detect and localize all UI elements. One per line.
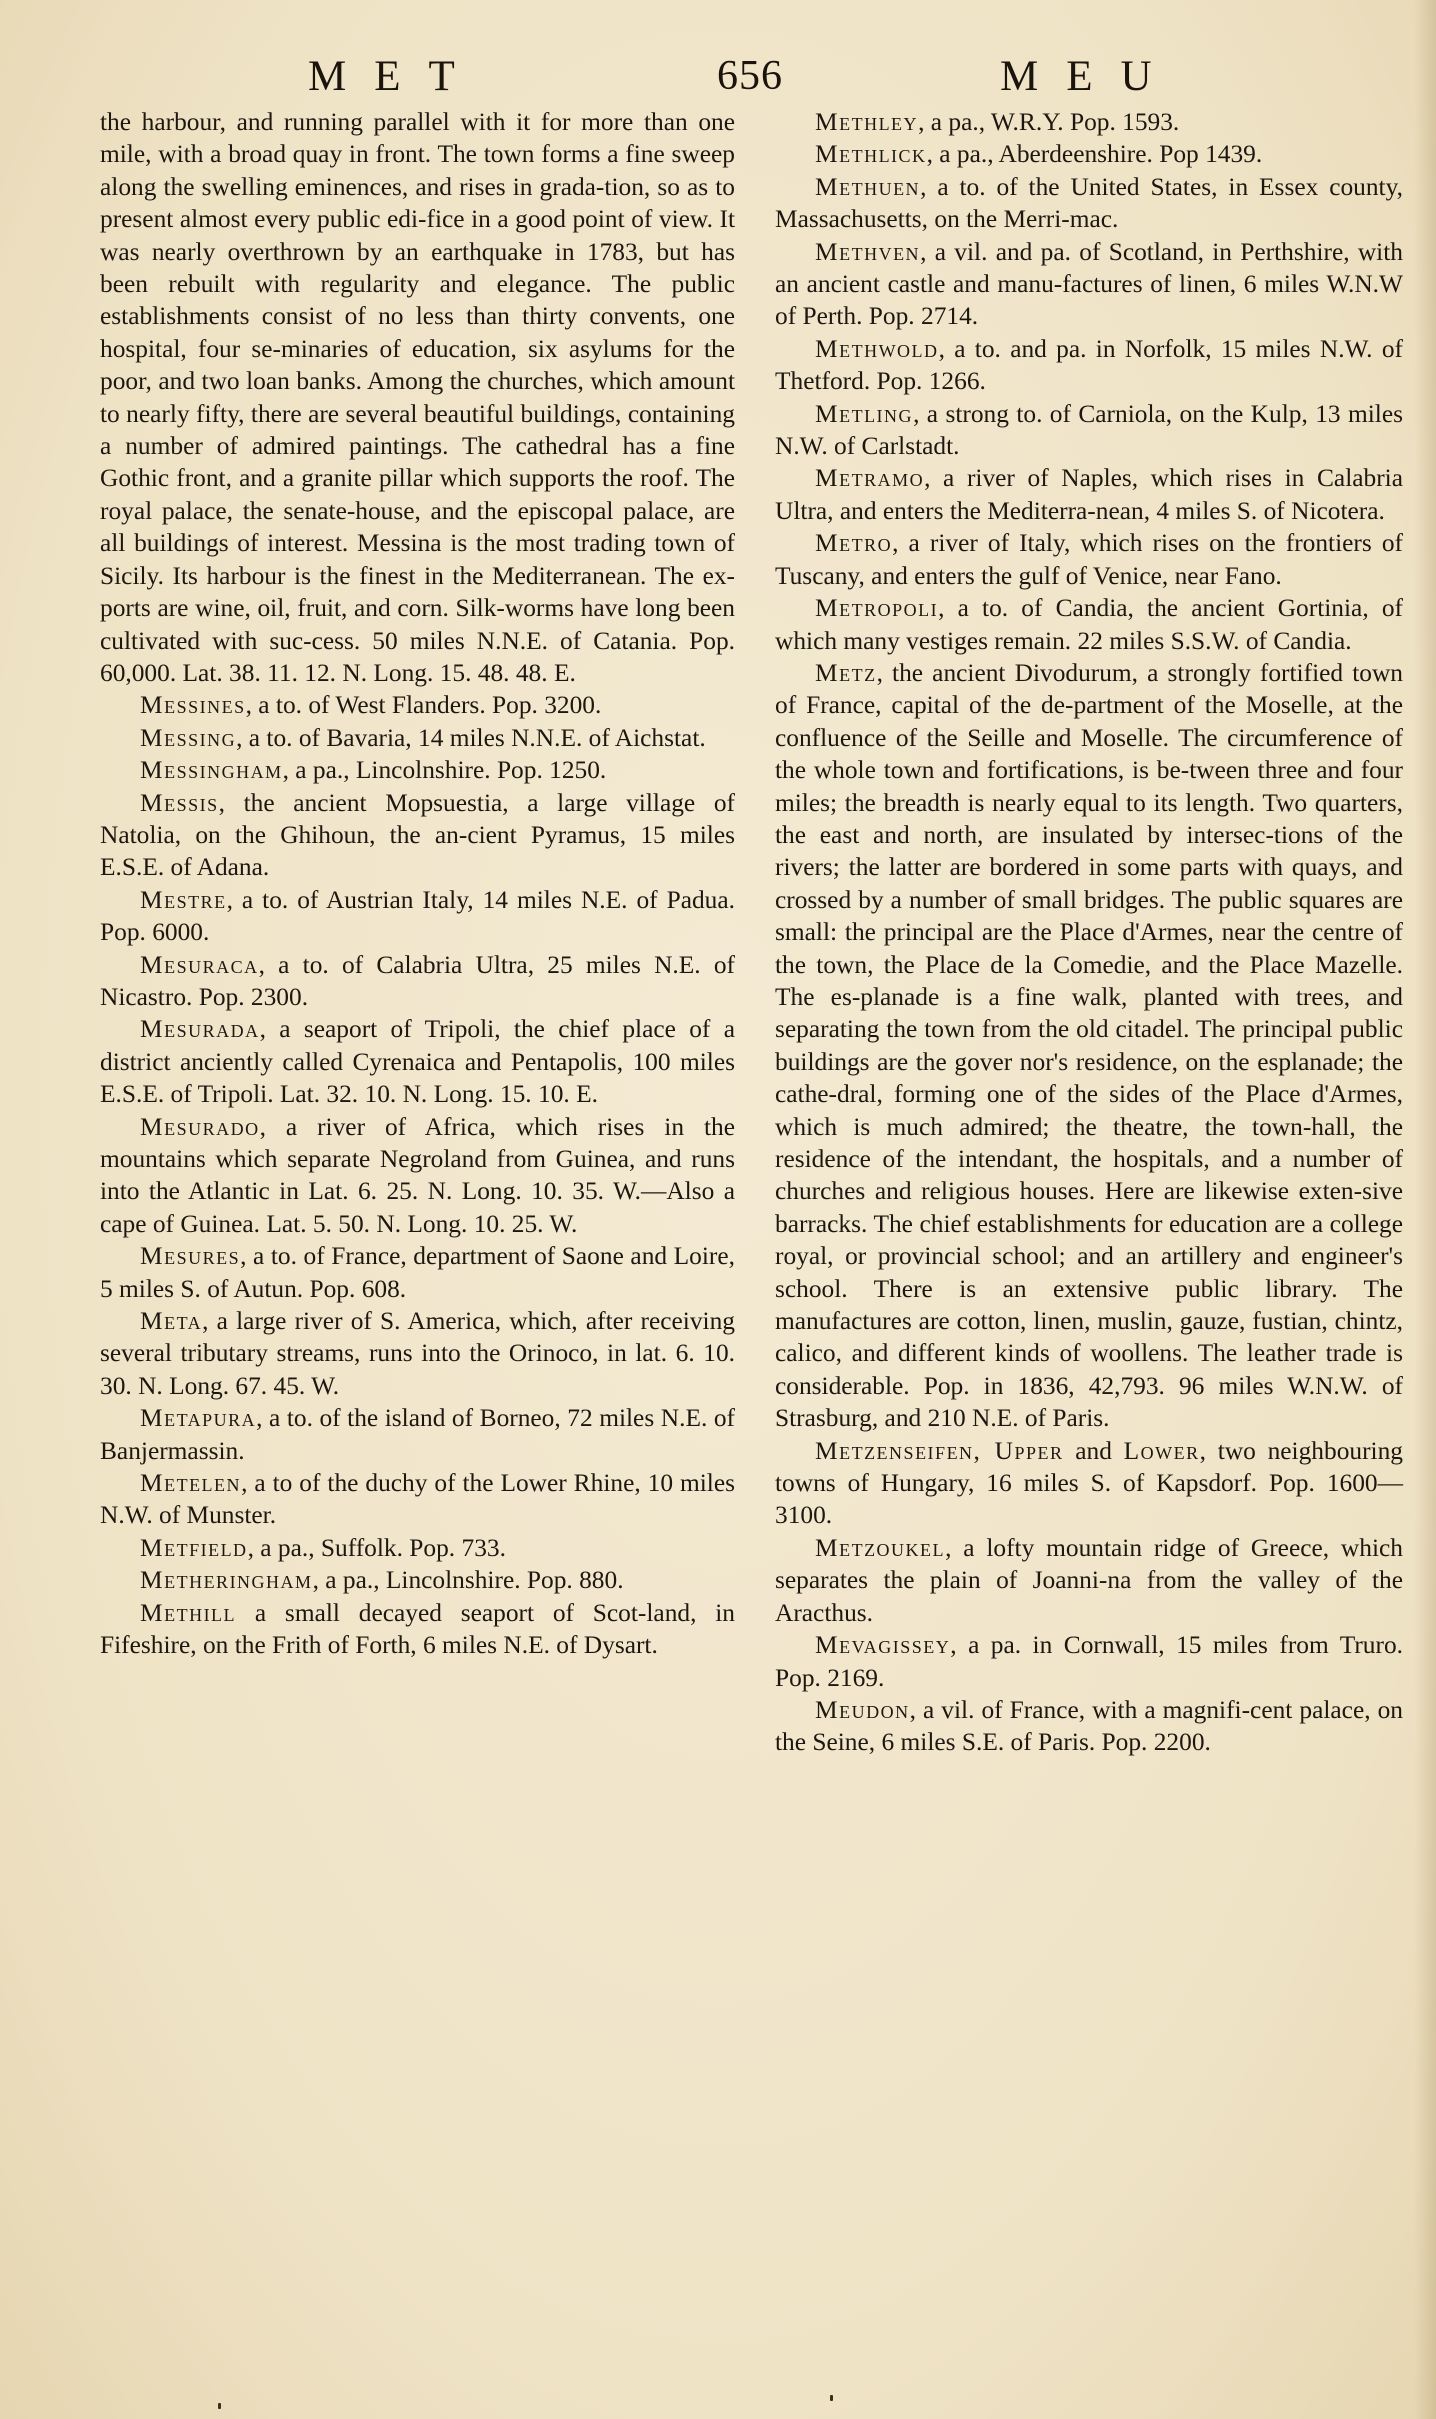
gazetteer-entry (775, 398, 1403, 463)
gazetteer-entry (100, 1013, 735, 1110)
gazetteer-entry (775, 1532, 1403, 1629)
gazetteer-entry (100, 1305, 735, 1402)
entry-body: , a seaport of Tripoli, the chief place of a district anciently called Cyrenaica and Pentapolis, 100 miles E.S.E. of Tripoli. Lat. 32. 10. N. Long. 15. 10. E. (100, 1015, 735, 1109)
entry-headword: Metfield (140, 1533, 248, 1562)
entry-body: , the ancient Mopsuestia, a large village of Natolia, on the Ghihoun, the an-cient Pyramus, 15 miles E.S.E. of Adana. (100, 788, 735, 882)
gazetteer-entry (100, 689, 735, 721)
entry-headword: Methven (815, 237, 921, 266)
gazetteer-entry (775, 236, 1403, 333)
entry-headword: Metheringham (140, 1566, 313, 1595)
gazetteer-entry (100, 1532, 735, 1564)
gazetteer-entry (775, 1694, 1403, 1759)
entry-body: , a to. of France, department of Saone and Loire, 5 miles S. of Autun. Pop. 608. (100, 1242, 735, 1303)
entry-headword: Metropoli (815, 594, 939, 623)
entry-headword: Methley (815, 108, 919, 136)
entry-headword-secondary: Lower (1123, 1436, 1200, 1465)
entry-headword: Metz (815, 658, 877, 687)
entry-body: , a to. of Bavaria, 14 miles N.N.E. of Aichstat. (236, 723, 706, 752)
right-column (775, 106, 1403, 1759)
entry-headword: Messing (140, 723, 237, 752)
gazetteer-entry (775, 462, 1403, 527)
entry-body: , a to. of West Flanders. Pop. 3200. (245, 691, 602, 720)
gazetteer-entry (100, 722, 735, 754)
entry-headword: Messines (140, 691, 246, 720)
gazetteer-entry (100, 1402, 735, 1467)
entry-body: , a to of the duchy of the Lower Rhine, 10 miles N.W. of Munster. (100, 1469, 735, 1530)
gazetteer-entry (775, 106, 1403, 138)
entry-body: , a river of Africa, which rises in the mountains which separate Negroland from Guinea, and runs into the Atlantic in Lat. 6. 25. N. Long. 10. 35. W.—Also a cape of Guinea. Lat. 5. 50. N. Long. 10. 25. W. (100, 1112, 735, 1238)
gazetteer-entry (100, 754, 735, 786)
gazetteer-entry (775, 527, 1403, 592)
entry-headword: Meudon (815, 1695, 910, 1724)
gazetteer-entry (775, 333, 1403, 398)
entry-body: , the ancient Divodurum, a strongly fortified town of France, capital of the de-partment of the Moselle, at the confluence of the Seille and Moselle. The circumference of the whole town and fortifications, is be-tween three and four miles; the breadth is nearly equal to its length. Two quarters, the east and north, are insulated by intersec-tions of the rivers; the latter are bordered in some parts with quays, and crossed by a number of small bridges. The public squares are small: the principal are the Place d'Armes, near the centre of the town, the Place de la Comedie, and the Place Mazelle. The es-planade is a fine walk, planted with trees, and separating the town from the old citadel. The principal public buildings are the gover nor's residence, on the esplanade; the cathe-dral, forming one of the sides of the Place d'Armes, which is much admired; the theatre, the town-hall, the residence of the intendant, the hospitals, and a number of churches and religious houses. Here are likewise exten-sive barracks. The chief establishments for education are a college royal, or provincial school; and an artillery and engineer's school. There is an extensive public library. The manufactures are cotton, linen, muslin, gauze, fustian, chintz, calico, and different kinds of woollens. The leather trade is considerable. Pop. in 1836, 42,793. 96 miles W.N.W. of Strasburg, and 210 N.E. of Paris. (775, 658, 1403, 1433)
entry-continuation (100, 106, 735, 689)
entry-headword: Metelen (140, 1469, 242, 1498)
header-right-guide-word: MEU (1000, 53, 1180, 100)
entry-headword: Messis (140, 788, 219, 817)
gazetteer-entry (100, 1240, 735, 1305)
entry-headword: Methuen (815, 172, 921, 201)
entry-body: and (1063, 1436, 1124, 1465)
header-left-guide-word: MET (308, 53, 483, 100)
entry-headword: Mevagissey (815, 1631, 951, 1660)
entry-headword: Metzenseifen, Upper (815, 1436, 1064, 1465)
entry-headword: Metling (815, 399, 914, 428)
entry-body: , a lofty mountain ridge of Greece, which separates the plain of Joanni-na from the valley of the Aracthus. (775, 1533, 1403, 1627)
entry-body: , a pa., Lincolnshire. Pop. 880. (312, 1566, 624, 1595)
entry-body: , a to. of the island of Borneo, 72 miles N.E. of Banjermassin. (100, 1404, 735, 1465)
entry-headword: Messingham (140, 756, 283, 785)
entry-headword: Methlick (815, 140, 927, 169)
running-header (0, 52, 1436, 112)
entry-body: , a river of Italy, which rises on the frontiers of Tuscany, and enters the gulf of Venice, near Fano. (775, 529, 1403, 590)
entry-body: , a to. of Austrian Italy, 14 miles N.E. of Padua. Pop. 6000. (100, 885, 735, 947)
gazetteer-entry (775, 592, 1403, 657)
entry-headword: Methwold (815, 334, 939, 363)
entry-headword: Mesuraca (140, 950, 259, 979)
gazetteer-entry (100, 1564, 735, 1596)
gazetteer-entry (775, 657, 1403, 1435)
entry-headword: Mesures (140, 1242, 241, 1271)
gazetteer-entry (775, 138, 1403, 170)
entry-body: , a pa., W.R.Y. Pop. 1593. (918, 108, 1180, 136)
entry-body: , a to. of the United States, in Essex county, Massachusetts, on the Merri-mac. (775, 172, 1403, 234)
entry-body: , a pa. in Cornwall, 15 miles from Truro. Pop. 2169. (775, 1631, 1403, 1692)
ink-speck (218, 2403, 221, 2409)
gazetteer-entry (100, 787, 735, 884)
left-column (100, 106, 735, 1662)
gazetteer-entry (100, 1467, 735, 1532)
page-number: 656 (717, 53, 783, 99)
entry-body: , a to. and pa. in Norfolk, 15 miles N.W. of Thetford. Pop. 1266. (775, 334, 1403, 396)
entry-body: , a river of Naples, which rises in Calabria Ultra, and enters the Mediterra-nean, 4 miles S. of Nicotera. (775, 464, 1403, 525)
gazetteer-entry (775, 1629, 1403, 1694)
entry-body: , a pa., Lincolnshire. Pop. 1250. (282, 756, 607, 785)
entry-headword: Meta (140, 1307, 203, 1336)
entry-body: , a to. of Calabria Ultra, 25 miles N.E. of Nicastro. Pop. 2300. (100, 950, 735, 1011)
entry-headword: Metramo (815, 464, 925, 493)
gazetteer-entry (100, 884, 735, 949)
gazetteer-entry (775, 171, 1403, 236)
gazetteer-entry (100, 949, 735, 1014)
entry-body-continued: , two neighbouring towns of Hungary, 16 miles S. of Kapsdorf. Pop. 1600—3100. (775, 1436, 1403, 1530)
entry-body: , a pa., Suffolk. Pop. 733. (247, 1533, 506, 1562)
gazetteer-entry (100, 1597, 735, 1662)
entry-body: , a large river of S. America, which, after receiving several tributary streams, runs into the Orinoco, in lat. 6. 10. 30. N. Long. 67. 45. W. (100, 1307, 735, 1400)
entry-headword: Metro (815, 529, 893, 558)
gazetteer-entry (775, 1435, 1403, 1532)
entry-headword: Mestre (140, 885, 227, 914)
entry-body: , a vil. and pa. of Scotland, in Perthshire, with an ancient castle and manu-factures of linen, 6 miles W.N.W of Perth. Pop. 2714. (775, 237, 1403, 331)
entry-headword: Methill (140, 1598, 237, 1627)
entry-body: , a vil. of France, with a magnifi-cent palace, on the Seine, 6 miles S.E. of Paris. Pop. 2200. (775, 1695, 1403, 1757)
entry-body: , a pa., Aberdeenshire. Pop 1439. (926, 140, 1263, 169)
entry-body: , a strong to. of Carniola, on the Kulp, 13 miles N.W. of Carlstadt. (775, 399, 1403, 461)
entry-headword: Mesurada (140, 1015, 260, 1044)
entry-body: , a to. of Candia, the ancient Gortinia, of which many vestiges remain. 22 miles S.S.W. of Candia. (775, 594, 1403, 655)
page-edge-shadow (1414, 0, 1436, 2419)
entry-body: a small decayed seaport of Scot-land, in Fifeshire, on the Frith of Forth, 6 miles N.E. of Dysart. (100, 1598, 735, 1660)
entry-headword: Metzoukel (815, 1533, 946, 1562)
entry-headword: Mesurado (140, 1112, 260, 1141)
ink-speck (830, 2395, 833, 2401)
gazetteer-entry (100, 1111, 735, 1241)
entry-body: the harbour, and running parallel with it for more than one mile, with a broad quay in front. The town forms a fine sweep along the swelling eminences, and rises in grada-tion, so as to present almost every public edi-fice in a good point of view. It was nearly overthrown by an earthquake in 1783, but has been rebuilt with regularity and elegance. The public establishments consist of no less than thirty convents, one hospital, four se-minaries of education, six asylums for the poor, and two loan banks. Among the churches, which amount to nearly fifty, there are several beautiful buildings, containing a number of admired paintings. The cathedral has a fine Gothic front, and a granite pillar which supports the roof. The royal palace, the senate-house, and the episcopal palace, are all buildings of interest. Messina is the most trading town of Sicily. Its harbour is the finest in the Mediterranean. The ex-ports are wine, oil, fruit, and corn. Silk-worms have long been cultivated with suc-cess. 50 miles N.N.E. of Catania. Pop. 60,000. Lat. 38. 11. 12. N. Long. 15. 48. 48. E. (100, 108, 735, 687)
entry-headword: Metapura (140, 1404, 257, 1433)
